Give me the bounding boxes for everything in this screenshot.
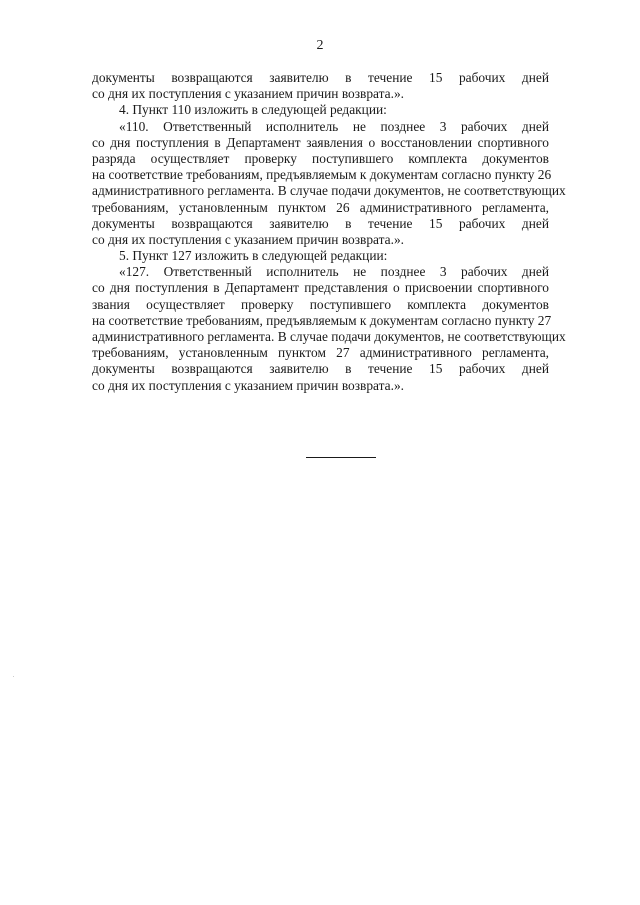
closing-separator-line <box>306 457 376 458</box>
document-body <box>92 70 566 394</box>
text-line: со дня поступления в Департамент представления о присвоении спортивного <box>92 280 549 296</box>
text-line: документы возвращаются заявителю в течение 15 рабочих дней <box>92 361 549 377</box>
text-line: административного регламента. В случае подачи документов, не соответствующих <box>92 183 566 199</box>
text-line: на соответствие требованиям, предъявляемым к документам согласно пункту 27 <box>92 312 552 328</box>
text-line: «110. Ответственный исполнитель не позднее 3 рабочих дней <box>119 118 549 134</box>
text-line: разряда осуществляет проверку поступившего комплекта документов <box>92 150 549 166</box>
text-line: 5. Пункт 127 изложить в следующей редакции: <box>119 248 388 264</box>
text-line: административного регламента. В случае подачи документов, не соответствующих <box>92 329 566 344</box>
text-line: на соответствие требованиям, предъявляемым к документам согласно пункту 26 <box>92 167 552 183</box>
text-line: со дня их поступления с указанием причин возврата.». <box>92 377 405 393</box>
text-line: требованиям, установленным пунктом 27 административного регламента, <box>92 345 549 361</box>
text-line: «127. Ответственный исполнитель не позднее 3 рабочих дней <box>119 264 549 280</box>
text-line: 4. Пункт 110 изложить в следующей редакции: <box>119 102 387 118</box>
text-line: документы возвращаются заявителю в течение 15 рабочих дней <box>92 215 549 231</box>
text-line: со дня поступления в Департамент заявления о восстановлении спортивного <box>92 134 549 150</box>
text-line: требованиям, установленным пунктом 26 административного регламента, <box>92 199 549 215</box>
text-line: со дня их поступления с указанием причин возврата.». <box>92 231 405 247</box>
text-line: документы возвращаются заявителю в течение 15 рабочих дней <box>92 70 549 85</box>
text-line: со дня их поступления с указанием причин возврата.». <box>92 86 405 102</box>
text-line: звания осуществляет проверку поступившего комплекта документов <box>92 296 549 312</box>
page-number: 2 <box>316 38 324 53</box>
scan-speck <box>13 676 14 677</box>
